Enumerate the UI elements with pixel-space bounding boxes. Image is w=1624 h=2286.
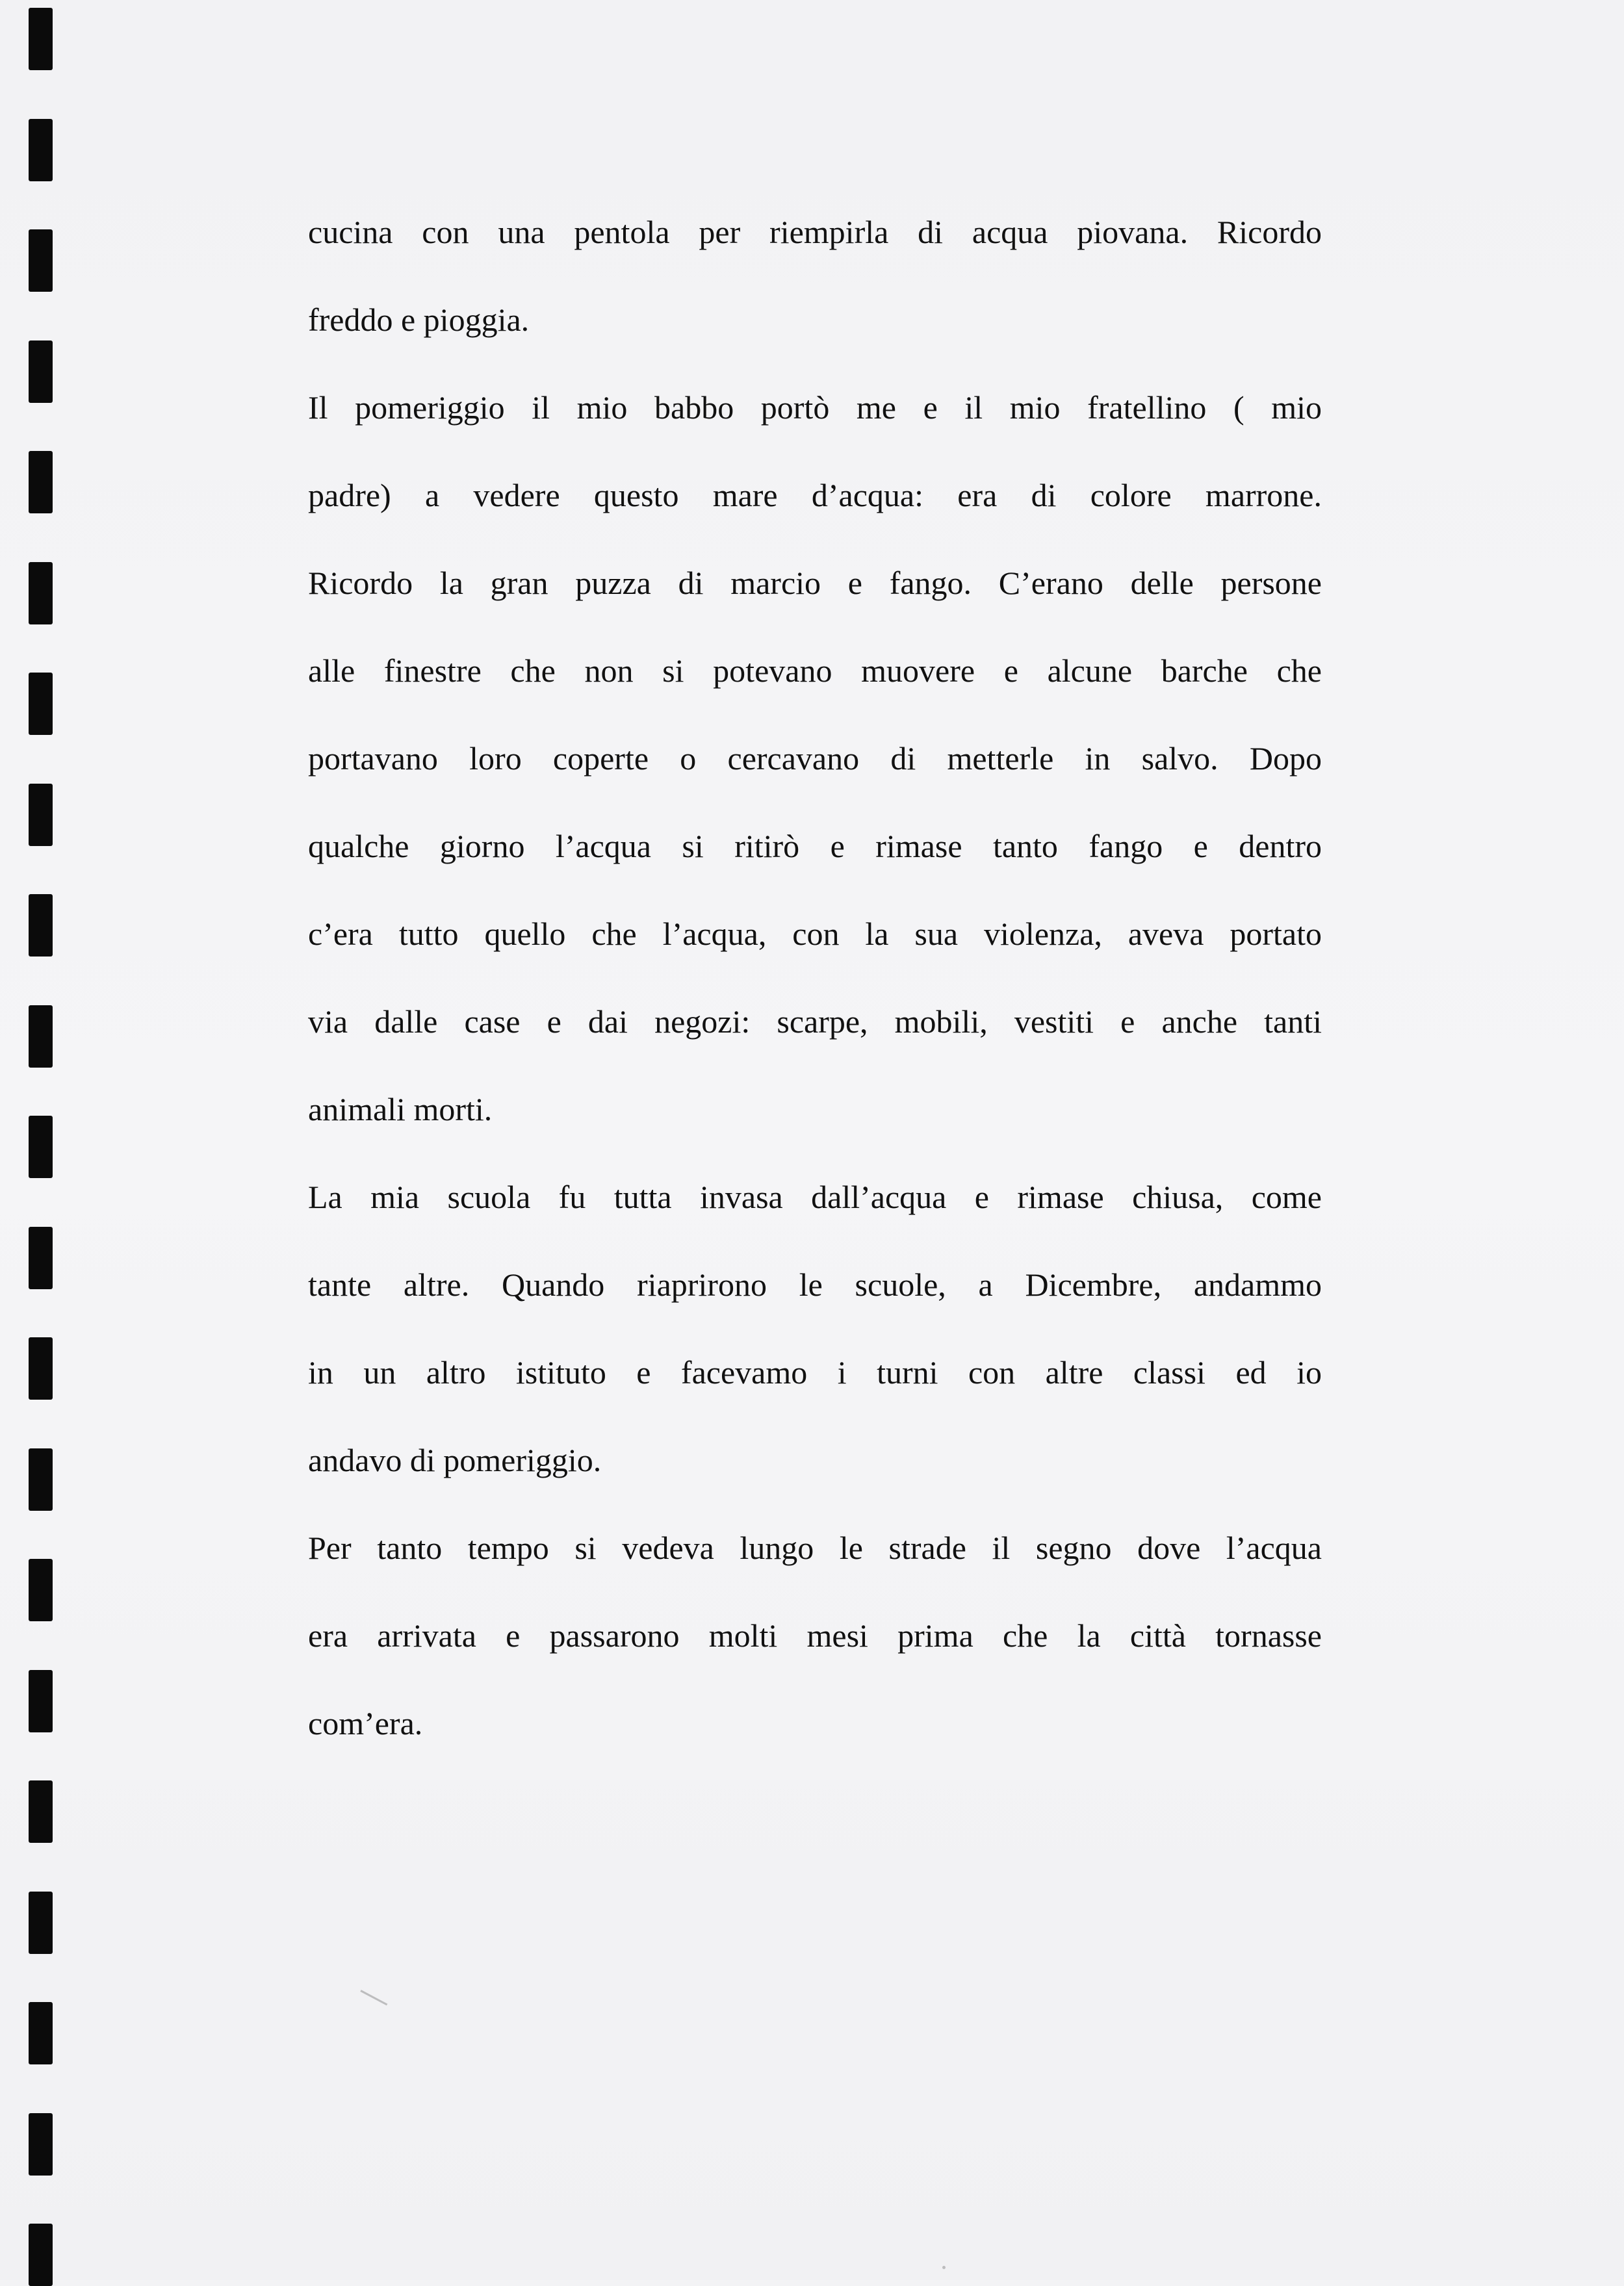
- text-line: qualche giorno l’acqua si ritirò e rimase tanto fango e dentro: [308, 828, 1322, 864]
- text-line: alle finestre che non si potevano muovere e alcune barche che: [308, 652, 1322, 689]
- binding-hole: [29, 1116, 53, 1178]
- binding-hole: [29, 8, 53, 70]
- binding-hole: [29, 1559, 53, 1621]
- binding-hole: [29, 2002, 53, 2064]
- binding-hole: [29, 340, 53, 403]
- binding-hole: [29, 1670, 53, 1732]
- text-line: era arrivata e passarono molti mesi prima che la città tornasse: [308, 1617, 1322, 1654]
- binding-hole: [29, 1448, 53, 1511]
- binding-hole: [29, 784, 53, 846]
- text-line: freddo e pioggia.: [308, 302, 530, 338]
- binding-hole: [29, 2113, 53, 2176]
- binding-hole: [29, 1780, 53, 1843]
- text-line: padre) a vedere questo mare d’acqua: era di colore marrone.: [308, 477, 1322, 513]
- text-line: portavano loro coperte o cercavano di metterle in salvo. Dopo: [308, 740, 1322, 777]
- stray-speck: [942, 2266, 946, 2269]
- text-line: cucina con una pentola per riempirla di acqua piovana. Ricordo: [308, 214, 1322, 250]
- text-line: in un altro istituto e facevamo i turni con altre classi ed io: [308, 1354, 1322, 1391]
- stray-pen-mark: [360, 1990, 387, 2005]
- binding-hole: [29, 1892, 53, 1954]
- text-line: Il pomeriggio il mio babbo portò me e il mio fratellino ( mio: [308, 389, 1322, 426]
- binding-holes: [29, 0, 55, 2280]
- text-line: La mia scuola fu tutta invasa dall’acqua e rimase chiusa, come: [308, 1179, 1322, 1215]
- text-line: c’era tutto quello che l’acqua, con la sua violenza, aveva portato: [308, 916, 1322, 952]
- binding-hole: [29, 1227, 53, 1289]
- binding-hole: [29, 451, 53, 513]
- binding-hole: [29, 229, 53, 292]
- text-line: andavo di pomeriggio.: [308, 1442, 602, 1478]
- binding-hole: [29, 119, 53, 181]
- binding-hole: [29, 894, 53, 957]
- text-line: Per tanto tempo si vedeva lungo le strade il segno dove l’acqua: [308, 1530, 1322, 1566]
- binding-hole: [29, 562, 53, 624]
- binding-hole: [29, 673, 53, 735]
- binding-hole: [29, 1337, 53, 1400]
- body-text: [308, 188, 1322, 1767]
- text-line: via dalle case e dai negozi: scarpe, mobili, vestiti e anche tanti: [308, 1003, 1322, 1040]
- binding-hole: [29, 2224, 53, 2286]
- text-line: animali morti.: [308, 1091, 493, 1127]
- text-line: com’era.: [308, 1705, 423, 1741]
- binding-hole: [29, 1005, 53, 1068]
- text-line: tante altre. Quando riaprirono le scuole, a Dicembre, andammo: [308, 1266, 1322, 1303]
- text-line: Ricordo la gran puzza di marcio e fango. C’erano delle persone: [308, 565, 1322, 601]
